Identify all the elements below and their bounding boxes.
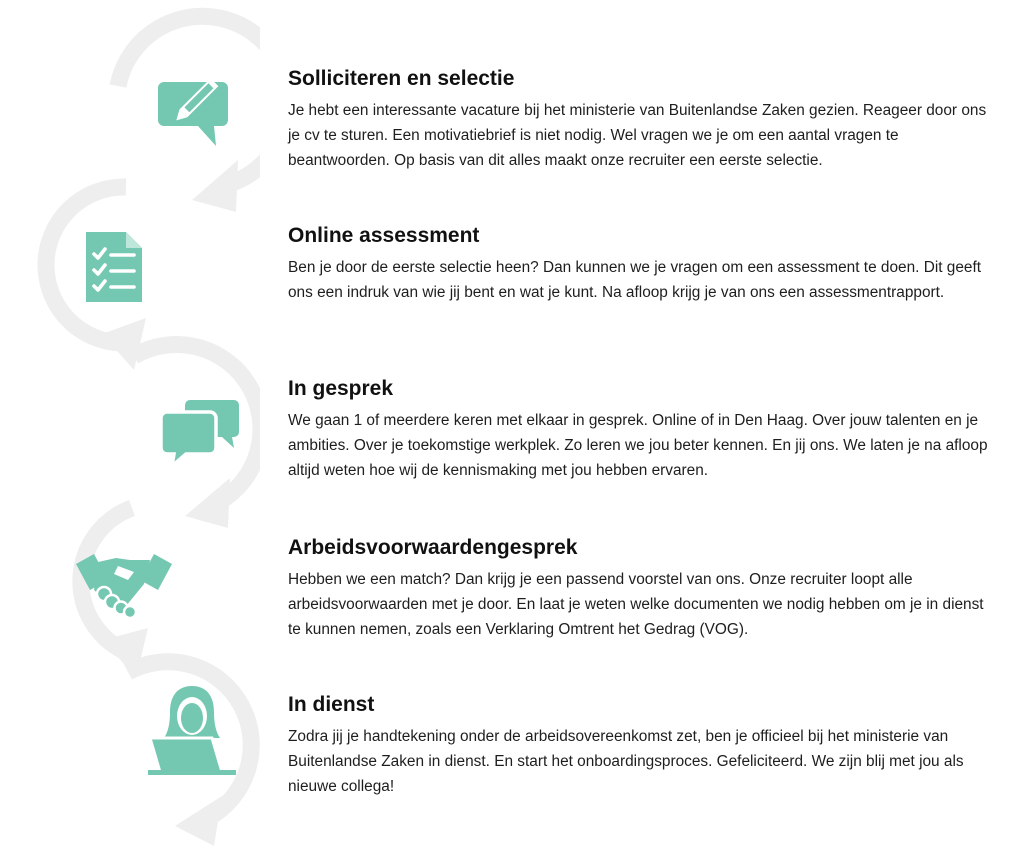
pencil-speech-bubble-icon [156, 66, 238, 148]
step-title: Arbeidsvoorwaardengesprek [288, 536, 578, 559]
step-description: Je hebt een interessante vacature bij het ministerie van Buitenlandse Zaken gezien. Reageer door ons je cv te sturen. Een motivatiebrief is niet nodig. Wel vragen we je om een aantal vragen te beantwoorden. Op basis van dit alles maakt onze recruiter een eerste selectie. [288, 102, 987, 169]
step-online-assessment [288, 223, 988, 305]
step-description: Ben je door de eerste selectie heen? Dan kunnen we je vragen om een assessment te doen. Dit geeft ons een indruk van wie jij bent en wat je kunt. Na afloop krijg je van ons een assessmentrapport. [288, 259, 982, 301]
step-solliciteren [288, 66, 988, 173]
chat-bubbles-icon [160, 398, 240, 468]
step-title: Online assessment [288, 224, 480, 247]
step-description: Zodra jij je handtekening onder de arbeidsovereenkomst zet, ben je officieel bij het ministerie van Buitenlandse Zaken in dienst. En start het onboardingsproces. Gefeliciteerd. We zijn blij met jou als nieuwe collega! [288, 728, 964, 795]
step-title: Solliciteren en selectie [288, 67, 515, 90]
step-title: In dienst [288, 693, 375, 716]
step-in-dienst [288, 692, 988, 799]
step-arbeidsvoorwaardengesprek [288, 535, 988, 642]
checklist-document-icon [84, 230, 144, 304]
step-description: We gaan 1 of meerdere keren met elkaar in gesprek. Online of in Den Haag. Over jouw talenten en je ambities. Over je toekomstige werkplek. Zo leren we jou beter kennen. En jij ons. We laten je na afloop altijd weten hoe wij de kennismaking met jou hebben ervaren. [288, 412, 988, 479]
handshake-icon [74, 550, 174, 620]
person-laptop-icon [146, 684, 238, 776]
step-in-gesprek [288, 376, 988, 483]
step-description: Hebben we een match? Dan krijg je een passend voorstel van ons. Onze recruiter loopt alle arbeidsvoorwaarden met je door. En laat je weten welke documenten we nodig hebben om je in dienst te kunnen nemen, zoals een Verklaring Omtrent het Gedrag (VOG). [288, 571, 984, 638]
step-title: In gesprek [288, 377, 394, 400]
